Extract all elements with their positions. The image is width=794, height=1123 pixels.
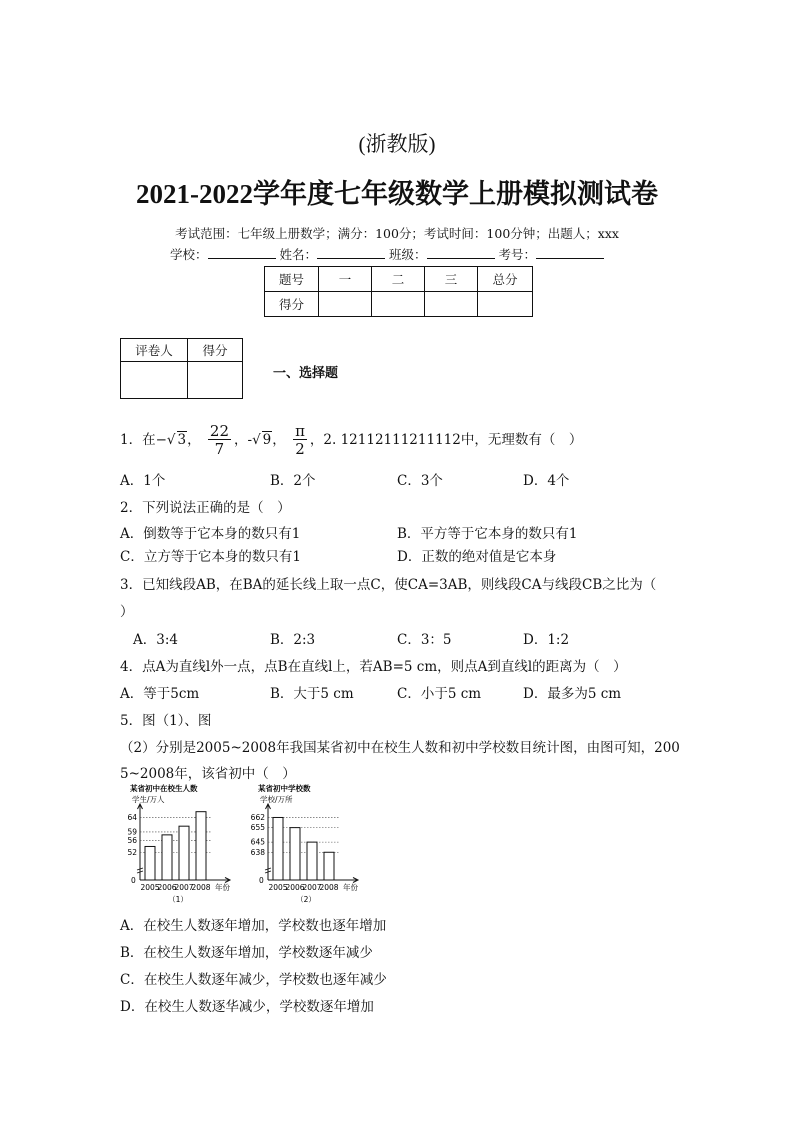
score-header-cell: 二: [372, 267, 425, 292]
score-header-cell: 一: [319, 267, 372, 292]
name-label: 姓名：: [279, 247, 318, 262]
student-fields: [170, 245, 604, 263]
question-3: 3．已知线段AB，在BA的延长线上取一点C，使CA=3AB，则线段CA与线段CB之比为（: [120, 577, 657, 593]
grader-cell[interactable]: [121, 362, 188, 399]
grader-score-label: 得分: [188, 339, 243, 362]
exam-no-blank[interactable]: [536, 246, 604, 259]
section-title: 一、选择题: [273, 366, 339, 381]
chart-caption: （1）: [168, 895, 188, 904]
grader-score-cell[interactable]: [188, 362, 243, 399]
score-row-label: 得分: [265, 292, 319, 317]
subtitle: (浙教版): [358, 132, 436, 156]
question-2: 2．下列说法正确的是（ ）: [120, 500, 291, 516]
bar: [162, 835, 172, 880]
q1-option-c[interactable]: C．3个: [397, 473, 443, 489]
sqrt-9: 9: [262, 432, 272, 448]
origin-label: 0: [131, 876, 136, 885]
fraction-22-7: $\frac{22}{7}$: [209, 422, 229, 458]
q3-option-a[interactable]: A．3:4: [133, 632, 178, 648]
exam-info: 考试范围：七年级上册数学；满分：100分；考试时间：100分钟；出题人；xxx: [175, 226, 619, 241]
q2-option-d[interactable]: D．正数的绝对值是它本身: [397, 549, 557, 565]
q4-option-d[interactable]: D．最多为5 cm: [523, 686, 622, 702]
question-5: 5．图（1）、图: [120, 713, 212, 729]
chart-xlabel: 年份: [215, 883, 230, 892]
chart-title: 某省初中学校数: [258, 784, 311, 793]
bar-charts-figure: [118, 784, 368, 908]
q1-option-b[interactable]: B．2个: [270, 473, 316, 489]
page-title: 2021-2022学年度七年级数学上册模拟测试卷: [136, 179, 658, 209]
y-tick-label: 638: [250, 847, 265, 857]
q2-option-b[interactable]: B．平方等于它本身的数只有1: [397, 526, 578, 542]
score-header-cell: 题号: [265, 267, 319, 292]
school-blank[interactable]: [208, 246, 276, 259]
bar: [196, 812, 206, 880]
q4-option-b[interactable]: B．大于5 cm: [270, 686, 354, 702]
q3-option-b[interactable]: B．2:3: [270, 632, 316, 648]
bar: [290, 828, 300, 880]
score-table: [264, 266, 533, 317]
name-blank[interactable]: [317, 246, 385, 259]
origin-label: 0: [259, 876, 264, 885]
q4-option-c[interactable]: C．小于5 cm: [397, 686, 482, 702]
x-tick-label: 2008: [319, 883, 339, 892]
q5-option-a[interactable]: A．在校生人数逐年增加，学校数也逐年增加: [120, 918, 387, 934]
q5-option-c[interactable]: C．在校生人数逐年减少，学校数也逐年减少: [120, 972, 387, 988]
x-tick-label: 2005: [268, 883, 288, 892]
x-tick-label: 2005: [140, 883, 160, 892]
y-tick-label: 662: [250, 812, 265, 822]
class-blank[interactable]: [427, 246, 495, 259]
fraction-pi-2: $\frac{\pi}{2}$: [295, 422, 305, 458]
bar: [179, 826, 189, 880]
grader-label: 评卷人: [121, 339, 188, 362]
chart-ylabel: 学生/万人: [132, 795, 165, 804]
question-3-cont: ）: [120, 604, 134, 620]
score-header-cell: 三: [425, 267, 478, 292]
q5-option-d[interactable]: D．在校生人数逐华减少，学校数逐年增加: [120, 999, 374, 1015]
grader-table: [120, 338, 243, 399]
question-1: 1．在−√ 3， $\frac{22}{7}$ ，-√ 9， $\frac{\pi}{2}$ ，2. 12112111211112中，无理数有（ ）: [120, 422, 583, 458]
q5-option-b[interactable]: B．在校生人数逐年增加，学校数逐年减少: [120, 945, 373, 961]
bar: [273, 817, 283, 880]
q2-option-a[interactable]: A．倒数等于它本身的数只有1: [120, 526, 301, 542]
score-cell[interactable]: [372, 292, 425, 317]
question-5-line2: （2）分别是2005~2008年我国某省初中在校生人数和初中学校数目统计图，由图可知，200: [120, 740, 680, 756]
q4-option-a[interactable]: A．等于5cm: [120, 686, 200, 702]
x-tick-label: 2006: [157, 883, 177, 892]
x-tick-label: 2007: [302, 883, 322, 892]
y-tick-label: 655: [250, 823, 265, 833]
chart-title: 某省初中在校生人数: [130, 784, 198, 793]
y-tick-label: 64: [127, 812, 137, 822]
bar: [145, 846, 155, 880]
score-cell[interactable]: [319, 292, 372, 317]
x-tick-label: 2006: [285, 883, 305, 892]
bar: [324, 852, 334, 880]
y-tick-label: 59: [127, 827, 137, 837]
class-label: 班级：: [389, 247, 427, 262]
chart-caption: （2）: [296, 895, 316, 904]
x-tick-label: 2007: [174, 883, 194, 892]
q3-option-c[interactable]: C．3：5: [397, 632, 452, 648]
q1-option-d[interactable]: D．4个: [523, 473, 570, 489]
score-cell[interactable]: [425, 292, 478, 317]
bar: [307, 842, 317, 880]
q2-option-c[interactable]: C．立方等于它本身的数只有1: [120, 549, 301, 565]
sqrt-3: 3: [177, 432, 187, 448]
school-label: 学校：: [170, 247, 208, 262]
chart-xlabel: 年份: [343, 883, 358, 892]
chart-ylabel: 学校/万所: [260, 795, 293, 804]
score-cell[interactable]: [478, 292, 533, 317]
y-tick-label: 645: [250, 837, 265, 847]
score-header-cell: 总分: [478, 267, 533, 292]
question-5-line3: 5~2008年，该省初中（ ）: [120, 766, 296, 782]
y-tick-label: 56: [127, 836, 137, 846]
q3-option-d[interactable]: D．1:2: [523, 632, 570, 648]
y-tick-label: 52: [127, 847, 137, 857]
x-tick-label: 2008: [191, 883, 211, 892]
exam-no-label: 考号：: [498, 247, 537, 262]
q1-option-a[interactable]: A．1个: [120, 473, 166, 489]
question-4: 4．点A为直线l外一点，点B在直线l上，若AB=5 cm，则点A到直线l的距离为（ ）: [120, 659, 627, 675]
